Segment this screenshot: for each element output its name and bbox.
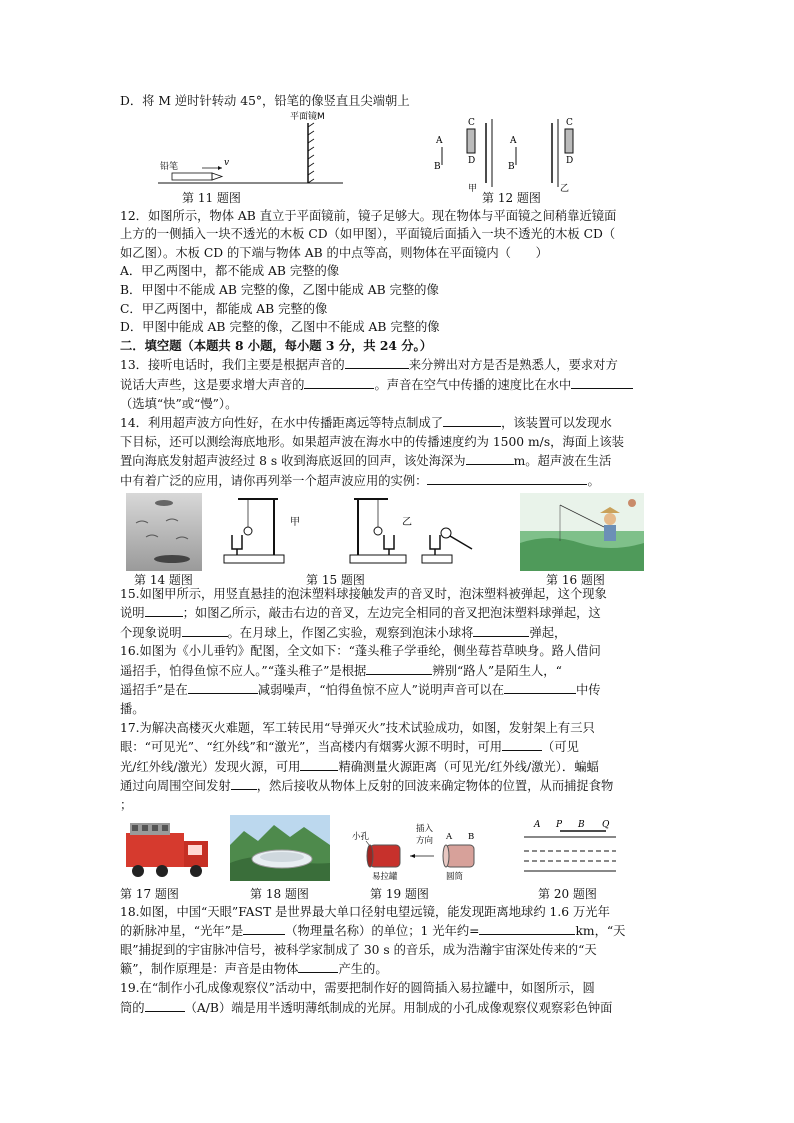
caption-fig12: 第 12 题图 [482,190,541,205]
q16-line4: 播。 [120,702,145,717]
q12-line1: 12．如图所示，物体 AB 直立于平面镜前，镜子足够大。现在物体与平面镜之间稍靠近镜面 [120,208,617,223]
caption-fig11: 第 11 题图 [182,190,241,205]
q19-line2: 筒的 （A/B）端是用半透明薄纸制成的光屏。用制成的小孔成像观察仪观察彩色钟面 [120,998,680,1018]
svg-text:C: C [566,117,573,128]
svg-text:乙: 乙 [560,183,570,193]
q18-line2: 的新脉冲星，“光年”是 （物理量名称）的单位；1 光年约= km，“天 [120,921,680,941]
figure-row-17-20 [120,815,680,903]
q12-line2: 上方的一侧插入一块不透光的木板 CD（如甲图），平面镜后面插入一块不透光的木板 CD（ [120,227,616,242]
q14-line1: 14．利用超声波方向性好，在水中传播距离远等特点制成了 ，该装置可以发现水 [120,413,680,433]
q16-line1: 16.如图为《小儿垂钓》配图，全文如下：“蓬头稚子学垂纶，侧坐莓苔草映身。路人借问 [120,644,601,659]
exam-page [120,92,680,1017]
svg-text:乙: 乙 [402,516,412,528]
q14-line2: 下目标，还可以测绘海底地形。如果超声波在海水中的传播速度约为 1500 m/s，海面上该装 [120,434,624,449]
q19-line1: 19.在“制作小孔成像观察仪”活动中，需要把制作好的圆筒插入易拉罐中，如图所示，圆 [120,981,595,995]
svg-text:B: B [468,831,475,842]
caption-fig17: 第 17 题图 [120,886,179,901]
q15-line1: 15.如图甲所示，用竖直悬挂的泡沫塑料球接触发声的音叉时，泡沫塑料被弹起，这个现象 [120,586,607,601]
q15-line3: 个现象说明 。在月球上，作图乙实验，观察到泡沫小球将 弹起， [120,623,680,643]
svg-text:A: A [510,135,517,146]
q16-line3: 遥招手”是在 减弱噪声，“怕得鱼惊不应人”说明声音可以在 中传 [120,680,680,700]
svg-text:易拉罐: 易拉罐 [372,871,398,881]
section-fill-in: 二．填空题（本题共 8 小题，每小题 3 分，共 24 分。） [120,337,432,353]
svg-text:P: P [556,819,563,830]
svg-text:甲: 甲 [290,516,300,528]
q13-line2: 说话大声些，这是要求增大声音的 。声音在空气中传播的速度比在水中 [120,375,680,395]
figure-15 [218,491,478,571]
svg-text:B: B [508,161,515,172]
q13-line3: （选填“快”或“慢”）。 [120,396,238,411]
q17-line3: 光/红外线/激光）发现火源，可用 精确测量火源距离（可见光/红外线/激光）．蝙蝠 [120,757,680,777]
svg-text:方向: 方向 [416,835,434,846]
q11-option-d: D．将 M 逆时针转动 45°，铅笔的像竖直且尖端朝上 [120,94,410,108]
svg-text:小孔: 小孔 [352,831,370,842]
svg-text:C: C [468,117,475,128]
q14-line4: 中有着广泛的应用，请你再列举一个超声波应用的实例： 。 [120,471,680,491]
figure-row-11-12 [120,111,680,207]
q17-line4: 通过向周围空间发射 ，然后接收从物体上反射的回波来确定物体的位置，从而捕捉食物 [120,776,680,796]
caption-fig14: 第 14 题图 [134,572,193,587]
q15-line2: 说明 ；如图乙所示，敲击右边的音叉，左边完全相同的音叉把泡沫塑料球弹起，这 [120,603,680,623]
svg-text:A: A [436,135,443,146]
q17-line5: ； [120,798,133,813]
caption-fig16: 第 16 题图 [546,572,605,587]
q18-line3: 眼”捕捉到的宇宙脉冲信号，被科学家制成了 30 s 的音乐，成为浩瀚宇宙深处传来的“天 [120,942,597,957]
q17-line2: 眼：“可见光”、“红外线”和“激光”，当高楼内有烟雾火源不明时，可用 （可见 [120,737,680,757]
svg-text:D: D [468,155,476,166]
svg-text:A: A [534,819,541,830]
q12-option-d: D．甲图中能成 AB 完整的像，乙图中不能成 AB 完整的像 [120,320,440,335]
q13-line1: 13．接听电话时，我们主要是根据声音的 来分辨出对方是否是熟悉人，要求对方 [120,355,680,375]
q12-option-c: C．甲乙两图中，都能成 AB 完整的像 [120,301,328,316]
caption-fig19: 第 19 题图 [370,886,429,901]
q16-line2: 遥招手，怕得鱼惊不应人。”“蓬头稚子”是根据 辨别“路人”是陌生人，“ [120,661,680,681]
figure-19 [348,819,488,881]
svg-text:D: D [566,155,574,166]
figure-row-14-16 [120,491,680,585]
caption-fig15: 第 15 题图 [306,572,365,587]
figure-12 [430,111,650,193]
q12-line3: 如乙图）。木板 CD 的下端与物体 AB 的中点等高，则物体在平面镜内（ ） [120,245,548,260]
svg-text:Q: Q [602,819,610,830]
q17-line1: 17.为解决高楼灭火难题，军工转民用“导弹灭火”技术试验成功，如图，发射架上有三只 [120,720,595,735]
figure-14 [126,493,202,571]
pencil-label: 铅笔 [160,161,179,172]
svg-text:B: B [434,161,441,172]
q18-line4: 籁”，制作原理是：声音是由物体 产生的。 [120,959,680,979]
caption-fig20: 第 20 题图 [538,886,597,901]
q14-line3: 置向海底发射超声波经过 8 s 收到海底返回的回声，该处海深为 m。超声波在生活 [120,451,680,471]
figure-20 [520,815,620,881]
q12-option-b: B．甲图中不能成 AB 完整的像，乙图中能成 AB 完整的像 [120,282,439,297]
caption-fig18: 第 18 题图 [250,886,309,901]
figure-18 [230,815,330,881]
figure-11 [158,111,358,191]
svg-text:B: B [578,819,585,830]
svg-text:圆筒: 圆筒 [446,871,464,881]
svg-text:甲: 甲 [468,183,478,193]
velocity-label: v [224,157,230,168]
svg-text:插入: 插入 [416,823,434,834]
figure-17 [122,819,214,881]
svg-text:A: A [446,831,453,842]
q12-option-a: A．甲乙两图中，都不能成 AB 完整的像 [120,264,340,279]
q18-line1: 18.如图，中国“天眼”FAST 是世界最大单口径射电望远镜，能发现距离地球约 1.6 万光年 [120,904,610,919]
mirror-label: 平面镜M [290,111,325,122]
figure-16 [520,493,644,571]
